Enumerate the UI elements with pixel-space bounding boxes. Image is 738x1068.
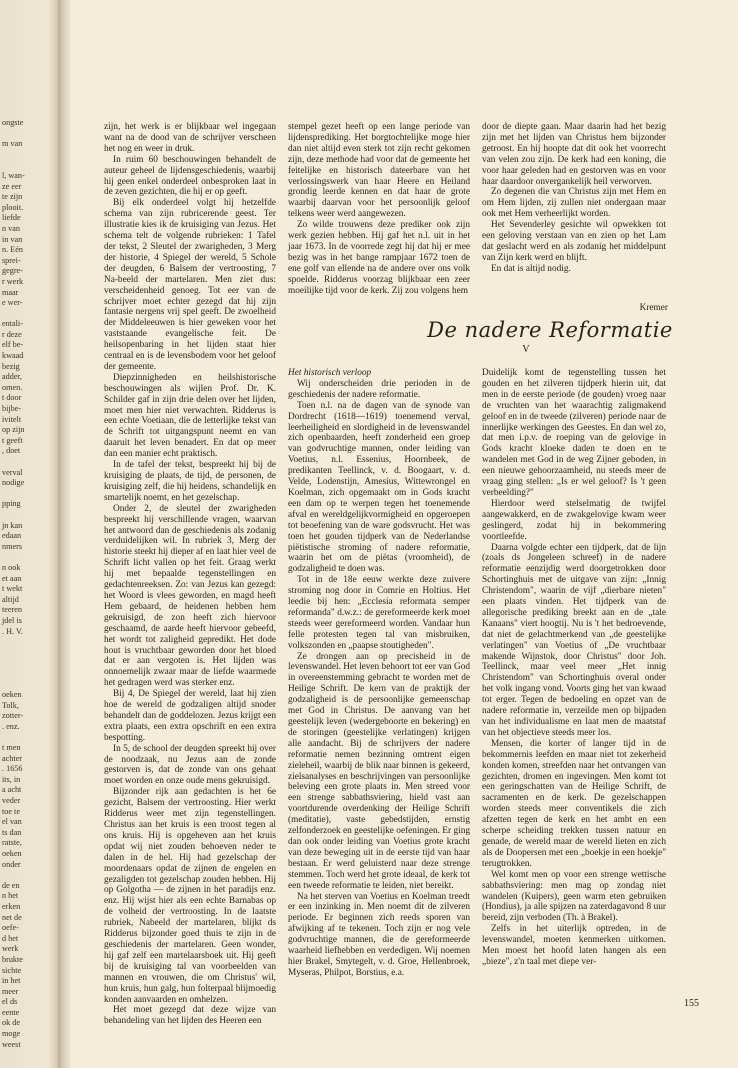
- paragraph: Bijzonder rijk aan gedachten is het 6e gezicht, Balsem der vertroosting. Hier werkt Ridderus weer met zijn tegenstellingen. Christus aan het kruis is een troost tegen al ons kruis. Hij is opgeheven aan het kruis opdat wij niet zouden behoeven neder te dalen in de hel. Hij had gezelschap der moordenaars opdat de zijnen de engelen en gezaligden tot gezelschap zouden hebben. Hij op Golgotha — de zijnen in het paradijs enz. enz. Hij wijst hier als een echte Barnabas op de volheid der vertroosting. In de laatste rubriek, Nabeeld der martelaren, blijkt ds Ridderus bijzonder goed thuis te zijn in de geschiedenis der martelaren. Geen wonder, hij gaf zelf een martelaarsboek uit. Hij geeft bij de kruisiging tal van voorbeelden van mannen en vrouwen, die om Christus' wil, hun kruis, hun galg, hun folterpaal blijmoedig konden aanvaarden en omhelzen.: [104, 787, 276, 1005]
- paragraph: Daarna volgde echter een tijdperk, dat de lijn (zoals ds Jongeleen schreef) in de nadere reformatie eenzijdig werd doorgetrokken door Schortinghuis met de uitgave van zijn: „Innig Christendom", waarin de vijf „dierbare nieten" een plaats vinden. Het tijdperk van de allegorische prediking breekt aan en de „tale Kanaans" viert hoogtij. Nu is 't het bedroevende, dat niet de gelachtmerkend van „de geestelijke verlatingen" van Voetius of „De vruchtbaar makende Wijnstok, door Christus" door Joh. Teellinck, maar veel meer „Het innig Christendom" van Schortinghuis overal onder het volk ingang vond. Voorts ging het van kwaad tot erger. Tegen de bedoeling en opzet van de nadere reformatie in, verzeilde men op bijpaden van het individualisme en laat men de maatstaf van het objectieve steeds meer los.: [482, 542, 666, 738]
- article-column-2: [288, 122, 470, 297]
- paragraph: door de diepte gaan. Maar daarin had het bezig zijn met het lijden van Christus hem bijzonder getroost. En hij hoopte dat dit ook het voorrecht van velen zou zijn. De kerk had een koning, die voor haar geleden had en gestorven was en voor haar daardoor onvergankelijk heil verworven.: [482, 122, 666, 187]
- paragraph: Zo wilde trouwens deze prediker ook zijn werk gezien hebben. Hij gaf het n.l. uit in het jaar 1673. In de voorrede zegt hij dat hij er mee bezig was in het bange rampjaar 1672 toen de ene golf van ellende na de andere over ons volk spoelde. Ridderus voorzag blijkbaar een zeer moeilijke tijd voor de kerk. Zij zou volgens hem: [288, 220, 470, 296]
- paragraph: Zelfs in het uiterlijk optreden, in de levenswandel, moeten kenmerken uitkomen. Men moest het hoofd laten hangen als een „bieze", z'n taal met diepe ver-: [482, 924, 666, 967]
- paragraph: Tot in de 18e eeuw werkte deze zuivere stroming nog door in Comrie en Holtius. Het leedie bij hen: „Ecclesia reformata semper reformanda" d.w.z.: de gereformeerde kerk moet steeds weer gereformeerd worden. Vandaar hun felle protesten tegen tal van misbruiken, volkszonden en „paapse stoutigheden".: [288, 575, 470, 651]
- paragraph: In 5, de school der deugden spreekt hij over de noodzaak, nu Jezus aan de zonde gestorven is, dat de zonde van ons gehaat moet worden en onze oude mens gekruisigd.: [104, 743, 276, 787]
- paragraph: Onder 2, de sleutel der zwarigheden bespreekt hij verschillende vragen, waarvan het antwoord dan de geschiedenis als zodanig verduidelijken wil. In rubriek 3, Merg der historie steekt hij dieper af en laat hier veel de Schrift licht vallen op het feit. Graag werkt hij met bepaalde tegenstellingen en gedachtenreeksen. Zo: van Jezus kan gezegd: het Woord is vlees geworden, en magd heeft Hem gebaard, de heidenen hebben hem gekruisigd, de zon heeft zich hiervoor geschaamd, de aarde heeft hiervoor gebeefd, het wordt tot zaligheid gepredikt. Het dode hout is vruchtbaar geworden door het bloed dat er aan vergoten is. Het lijden was onnoemelijk zwaar maar de liefde waarmede het gedragen werd was sterker enz.: [104, 503, 276, 689]
- author-signature: Kremer: [639, 303, 668, 313]
- paragraph: In ruim 60 beschouwingen behandelt de auteur geheel de lijdensgeschiedenis, waarbij hij geen enkel onderdeel onbesproken laat in de zeven gezichten, die hij er op geeft.: [104, 154, 276, 198]
- paragraph: Toen n.l. na de dagen van de synode van Dordrecht (1618—1619) toenemend verval, leerheiligheid en slordigheid in de levenswandel zich openbaarden, heeft zonderheid een groep van godvruchtige mannen, onder leiding van Voetius, n.l. Essenius, Hoornbeek, de predikanten Teellinck, v. d. Boogaart, v. d. Velde, Lodenstijn, Amesius, Wittewrongel en Koelman, zich opgemaakt om in Gods kracht een dam op te werpen tegen het toenemende afval en wereldgelijkvormigheid en opgeroepen tot beoefening van de ware godsvrucht. Het was toen het gouden tijdperk van de Nederlandse piëtistische stroming of nadere reformatie, waarin het om de piëtas (vroomheid), de godzaligheid te doen was.: [288, 400, 470, 575]
- paragraph: In de tafel der tekst, bespreekt hij bij de kruisiging de plaats, de tijd, de personen, de kruisiging zelf, die hij heidens, schandelijk en smartelijk noemt, en het gezelschap.: [104, 460, 276, 503]
- paragraph: Bij 4, De Spiegel der wereld, laat hij zien hoe de wereld de godzaligen altijd snoder behandelt dan de goddelozen. Jezus krijgt een extra plaats, een extra opschrift en een extra bespotting.: [104, 689, 276, 743]
- reformatie-column-3: [482, 368, 666, 968]
- page: [70, 0, 738, 1068]
- paragraph: Bij elk onderdeel volgt hij hetzelfde schema van zijn rubricerende geest. Ter illustratie kies ik de kruisiging van Jezus. Het schema telt de volgende rubrieken: 1 Tafel der tekst, 2 Sleutel der zwarigheden, 3 Merg der historie, 4 Spiegel der wereld, 5 Schole der deugden, 6 Balsem der vertroosting, 7 Na-beeld der martelaren. Men ziet dus: verscheidenheid genoeg. Tot eer van de schrijver moet echter gezegd dat hij zijn fantasie nergens vrij spel geeft. De zwoelheid der Middeleeuwen is hier geweken voor het vaststaande evangelische feit. De heilsopenbaring in het lijden staat hier centraal en is de levensbodem voor het geloof der gemeente.: [104, 198, 276, 372]
- paragraph: Wij onderscheiden drie perioden in de geschiedenis der nadere reformatie.: [288, 378, 470, 400]
- paragraph: En dat is altijd nodig.: [491, 263, 571, 274]
- reformatie-column-2: [288, 368, 470, 979]
- article-column-3: [482, 122, 666, 275]
- paragraph: Het Sevenderley gesichte wil opwekken tot een geloving verstaan van en zien op het Lam dat geslacht werd en als zodanig het middelpunt van Zijn kerk werd en blijft.: [482, 220, 666, 263]
- paragraph: Ze drongen aan op precisheid in de levenswandel. Het leven behoort tot eer van God in overeenstemming gebracht te worden met de Heilige Schrift. De kern van de praktijk der godzaligheid is de persoonlijke gemeenschap met God in Christus. De aanvang van het geestelijk leven (wedergeboorte en bekering) en de storingen (geestelijke verlatingen) krijgen alle aandacht. Bij de schrijvers der nadere reformatie nemen bezinning omtrent eigen zieleheil, waarbij de blik naar binnen is gekeerd, zielsanalyses en beschrijvingen van persoonlijke beleving een grote plaats in. Men streed voor een strenge sabbathsviering, hield vast aan voortdurende overdenking der Heilige Schrift (meditatie), vaste gebedstijden, ernstig zelfonderzoek en geestelijke oefeningen. Er ging dan ook onder leiding van Voetius grote kracht van deze beweging uit in de eerste tijd van haar bestaan. Er werd geluisterd naar deze strenge stemmen. Toch werd het grote ideaal, de kerk tot een tweede reformatie te leiden, niet bereikt.: [288, 651, 470, 891]
- paragraph: stempel gezet heeft op een lange periode van lijdensprediking. Het borgtochtelijke moge hier dan niet altijd even sterk tot zijn recht gekomen zijn, deze methode had voor dat de gemeente het feitelijke en historisch dateerbare van het verlossingswerk van haar Heere en Heiland grondig leerde kennen en dat haar de grote waarbij daarvan voor het persoonlijk geloof telkens weer werd aangewezen.: [288, 122, 470, 220]
- previous-page-fragments: ongste m van l, wan- ze eer te zijn plooit. liefde n van in van n. Eén sprei- gegre- r werk maar e wer- entali- r deze elf be- kwaad bezig adder, omen. t door bijbe- ivitelt op zijn t geeft , doet verval nodige pping jn kan edaan nmers n ook et aan t wekt altijd teeren jdel is . H. V. oeken Tolk, zotter- . enz. t men achter . 1656 its, in a acht veder toe te el van ts dan ratste, oeken onder de en n het erken net de oefe- d het werk brukte sichte in het meer el ds eente ok de moge weest: [2, 118, 25, 1049]
- paragraph: Na het sterven van Voetius en Koelman treedt er een inzinking in. Men noemt dit de zilveren periode. Er beginnen zich reeds sporen van afwijking af te tekenen. Toch zijn er nog vele godvruchtige mannen, die de gereformeerde waarheid liefhebben en verdedigen. Wij noemen hier Brakel, Smytegelt, v. d. Groe, Hellenbroek, Myseras, Philpot, Borstius, e.a.: [288, 891, 470, 978]
- article-column-1: [104, 122, 276, 1027]
- page-number: 155: [684, 998, 699, 1009]
- previous-page-edge: [0, 0, 60, 1068]
- section-subheading: Het historisch verloop: [288, 368, 372, 378]
- paragraph: Hierdoor werd stelselmatig de twijfel aangewakkerd, en de zwakgelovige kwam weer geslingerd, zodat hij in bekommering voortleefde.: [482, 498, 666, 542]
- paragraph: Zo degenen die van Christus zijn met Hem en om Hem lijden, zij zullen niet ondergaan maar ook met Hem verheerlijkt worden.: [482, 187, 666, 220]
- article-title: De nadere Reformatie: [427, 318, 673, 342]
- paragraph: Wel komt men op voor een strenge wettische sabbathsviering: men mag op zondag niet wandelen (Kuipers), geen warm eten gebruiken (Hondius), ja alle spijzen na zaterdagavond 8 uur bereid, zijn verboden (Th. à Brakel).: [482, 869, 666, 924]
- paragraph: Het moet gezegd dat deze wijze van behandeling van het lijden des Heeren een: [104, 1005, 276, 1027]
- paragraph: Mensen, die korter of langer tijd in de bekommernis leefden en maar niet tot zekerheid konden komen, streefden naar het ontvangen van gezichten, dromen en ingevingen. Men komt tot een geringschatten van de Heilige Schrift, de sacramenten en de kerk. De gezelschappen worden steeds meer conventikels die zich afzetten tegen de kerk en het ambt en een scherpe scheiding trekken tussen natuur en genade, de wereld maar de wereld lieten en zich als de Doopersen met een „boekje in een hoekje" terugtrokken.: [482, 738, 666, 869]
- paragraph: Duidelijk komt de tegenstelling tussen het gouden en het zilveren tijdperk hierin uit, dat men in de eerste periode (de gouden) vroeg naar de vruchten van het waarachtig zaligmakend geloof en in de tweede (zilveren) periode naar de innerlijke werkingen des Geestes. En dan wel zo, dat men i.p.v. de roeping van de gelovige in Gods kracht kloeke daden te doen en te wandelen met God in de weg Zijner geboden, in een nieuwe gehoorzaamheid, nu steeds meer de vraag ging stellen: „Is er wel geloof? Is 't geen verbeelding?": [482, 368, 666, 498]
- paragraph: Diepzinnigheden en heilshistorische beschouwingen als wijlen Prof. Dr. K. Schilder gaf in zijn drie delen over het lijden, moet men hier niet verwachten. Ridderus is een echte Voetiaan, die de letterlijke tekst van de Schrift tot uitgangspunt neemt en van daaruit het leven benadert. En dat op meer dan een manier echt praktisch.: [104, 372, 276, 460]
- paragraph: zijn, het werk is er blijkbaar wel ingegaan want na de dood van de schrijver verscheen het nog en weer in druk.: [104, 122, 276, 154]
- article-number: V: [522, 344, 530, 355]
